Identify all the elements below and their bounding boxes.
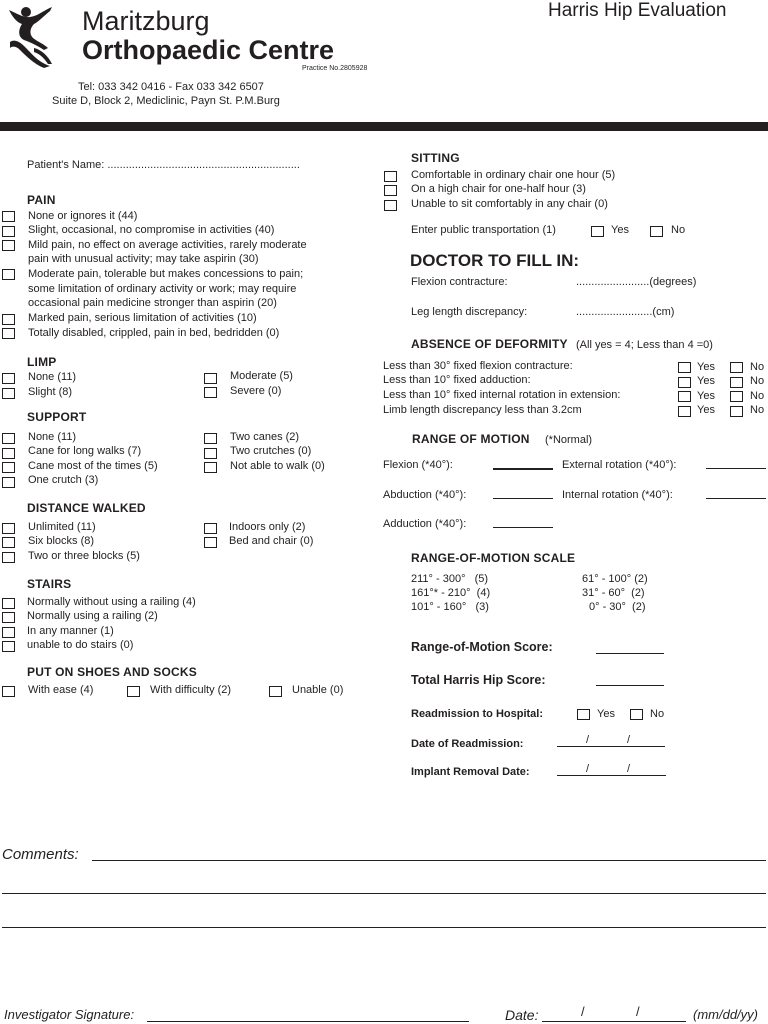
- support-checkbox-not-able[interactable]: [204, 462, 217, 473]
- deformity-row-1: Less than 30° fixed flexion contracture:: [383, 360, 573, 372]
- shoes-checkbox-ease[interactable]: [2, 686, 15, 697]
- pain-checkbox-1[interactable]: [2, 211, 15, 222]
- rom-int-rotation-line[interactable]: [706, 498, 766, 499]
- stairs-option-3: In any manner (1): [27, 625, 114, 637]
- pain-option-1: None or ignores it (44): [28, 210, 138, 222]
- transport-yes-checkbox[interactable]: [591, 226, 604, 237]
- shoes-option-unable: Unable (0): [292, 684, 344, 696]
- distance-option-two-three: Two or three blocks (5): [28, 550, 140, 562]
- readmission-no-checkbox[interactable]: [630, 709, 643, 720]
- transport-no-label: No: [671, 224, 686, 236]
- sitting-heading: SITTING: [411, 151, 460, 165]
- distance-option-unlimited: Unlimited (11): [28, 521, 96, 533]
- distance-checkbox-unlimited[interactable]: [2, 523, 15, 534]
- limp-option-severe: Severe (0): [230, 385, 282, 397]
- support-option-none: None (11): [28, 431, 77, 443]
- rom-heading: RANGE OF MOTION: [412, 432, 530, 446]
- pain-option-3a: Mild pain, no effect on average activities, rarely moderate: [28, 239, 307, 251]
- pain-checkbox-5[interactable]: [2, 314, 15, 325]
- deformity-row-4: Limb length discrepancy less than 3.2cm: [383, 404, 582, 416]
- support-option-cane-most: Cane most of the times (5): [28, 460, 158, 472]
- readmission-date-line[interactable]: [557, 746, 665, 747]
- limp-checkbox-none[interactable]: [2, 373, 15, 384]
- deformity-no-label-1: No: [750, 361, 765, 373]
- shoes-option-ease: With ease (4): [28, 684, 94, 696]
- doctor-heading: DOCTOR TO FILL IN:: [410, 251, 580, 270]
- limp-option-moderate: Moderate (5): [230, 370, 293, 382]
- stairs-checkbox-4[interactable]: [2, 641, 15, 652]
- pain-checkbox-6[interactable]: [2, 328, 15, 339]
- deformity-no-checkbox-3[interactable]: [730, 391, 743, 402]
- logo: [4, 4, 66, 70]
- contact-phone-fax: Tel: 033 342 0416 - Fax 033 342 6507: [78, 81, 264, 93]
- date-slash-1: /: [581, 1004, 585, 1019]
- total-score-label: Total Harris Hip Score:: [411, 673, 546, 687]
- stairs-checkbox-3[interactable]: [2, 627, 15, 638]
- implant-removal-slash-1: /: [586, 763, 590, 775]
- rom-score-label: Range-of-Motion Score:: [411, 640, 553, 654]
- pain-heading: PAIN: [27, 193, 56, 207]
- limp-heading: LIMP: [27, 355, 57, 369]
- support-checkbox-cane-long[interactable]: [2, 448, 15, 459]
- readmission-date-label: Date of Readmission:: [411, 738, 524, 750]
- rom-scale-left-1: 211° - 300° (5): [411, 573, 489, 585]
- readmission-label: Readmission to Hospital:: [411, 708, 544, 720]
- deformity-no-checkbox-1[interactable]: [730, 362, 743, 373]
- readmission-date-slash-1: /: [586, 734, 590, 746]
- distance-option-indoors: Indoors only (2): [229, 521, 306, 533]
- deformity-note: (All yes = 4; Less than 4 =0): [576, 339, 713, 351]
- deformity-yes-checkbox-2[interactable]: [678, 377, 691, 388]
- comments-line-1[interactable]: [92, 860, 766, 861]
- leg-length-label: Leg length discrepancy:: [411, 306, 528, 318]
- deformity-yes-checkbox-4[interactable]: [678, 406, 691, 417]
- support-heading: SUPPORT: [27, 410, 87, 424]
- comments-label: Comments:: [2, 846, 79, 863]
- signature-line[interactable]: [147, 1021, 469, 1022]
- signature-label: Investigator Signature:: [4, 1007, 135, 1022]
- sitting-checkbox-1[interactable]: [384, 171, 397, 182]
- rom-int-rotation-label: Internal rotation (*40°):: [562, 489, 673, 501]
- stairs-heading: STAIRS: [27, 577, 72, 591]
- rom-adduction-line[interactable]: [493, 527, 553, 528]
- shoes-checkbox-unable[interactable]: [269, 686, 282, 697]
- support-checkbox-cane-most[interactable]: [2, 462, 15, 473]
- deformity-yes-label-2: Yes: [697, 375, 715, 387]
- distance-heading: DISTANCE WALKED: [27, 501, 146, 515]
- date-format-hint: (mm/dd/yy): [693, 1007, 758, 1022]
- rom-abduction-line[interactable]: [493, 498, 553, 499]
- pain-option-2: Slight, occasional, no compromise in activities (40): [28, 224, 275, 236]
- rom-flexion-label: Flexion (*40°):: [383, 459, 453, 471]
- distance-checkbox-two-three[interactable]: [2, 552, 15, 563]
- total-score-line[interactable]: [596, 685, 664, 686]
- comments-line-3[interactable]: [2, 927, 766, 928]
- rom-score-line[interactable]: [596, 653, 664, 654]
- transport-no-checkbox[interactable]: [650, 226, 663, 237]
- contact-address: Suite D, Block 2, Mediclinic, Payn St. P.M.Burg: [52, 95, 280, 107]
- date-slash-2: /: [636, 1004, 640, 1019]
- support-checkbox-two-canes[interactable]: [204, 433, 217, 444]
- rom-adduction-label: Adduction (*40°):: [383, 518, 467, 530]
- flexion-contracture-label: Flexion contracture:: [411, 276, 508, 288]
- support-checkbox-one-crutch[interactable]: [2, 477, 15, 488]
- support-checkbox-two-crutches[interactable]: [204, 448, 217, 459]
- pain-option-4b: some limitation of ordinary activity or work; may require: [28, 283, 297, 295]
- readmission-yes-label: Yes: [597, 708, 615, 720]
- org-name-line2: Orthopaedic Centre: [82, 35, 335, 65]
- pain-option-4c: occasional pain medicine stronger than aspirin (20): [28, 297, 277, 309]
- deformity-yes-checkbox-1[interactable]: [678, 362, 691, 373]
- support-option-two-crutches: Two crutches (0): [230, 445, 312, 457]
- sitting-checkbox-2[interactable]: [384, 185, 397, 196]
- deformity-no-label-2: No: [750, 375, 765, 387]
- stairs-option-2: Normally using a railing (2): [27, 610, 158, 622]
- header-divider-bar: [0, 122, 768, 131]
- transport-yes-label: Yes: [611, 224, 629, 236]
- support-option-one-crutch: One crutch (3): [28, 474, 99, 486]
- rom-ext-rotation-label: External rotation (*40°):: [562, 459, 677, 471]
- patient-name-field[interactable]: Patient's Name: ...............................................................: [27, 159, 300, 171]
- support-option-cane-long: Cane for long walks (7): [28, 445, 142, 457]
- pain-checkbox-4[interactable]: [2, 269, 15, 280]
- rom-scale-left-2: 161°* - 210° (4): [411, 587, 491, 599]
- rom-note: (*Normal): [545, 434, 593, 446]
- pain-checkbox-2[interactable]: [2, 226, 15, 237]
- distance-checkbox-bed-chair[interactable]: [204, 537, 217, 548]
- date-line[interactable]: [542, 1021, 686, 1022]
- deformity-heading: ABSENCE OF DEFORMITY: [411, 337, 568, 351]
- sitting-option-2: On a high chair for one-half hour (3): [411, 183, 586, 195]
- deformity-row-2: Less than 10° fixed adduction:: [383, 374, 531, 386]
- rom-flexion-line[interactable]: [493, 468, 553, 470]
- sitting-option-3: Unable to sit comfortably in any chair (0): [411, 198, 608, 210]
- limp-checkbox-moderate[interactable]: [204, 373, 217, 384]
- pain-checkbox-3[interactable]: [2, 240, 15, 251]
- deformity-row-3: Less than 10° fixed internal rotation in extension:: [383, 389, 621, 401]
- logo-figure-icon: [4, 4, 66, 70]
- sitting-option-1: Comfortable in ordinary chair one hour (5): [411, 169, 616, 181]
- deformity-yes-label-4: Yes: [697, 404, 715, 416]
- date-label: Date:: [505, 1007, 539, 1023]
- rom-ext-rotation-line[interactable]: [706, 468, 766, 469]
- rom-scale-right-3: 0° - 30° (2): [589, 601, 646, 613]
- limp-option-none: None (11): [28, 371, 77, 383]
- stairs-checkbox-2[interactable]: [2, 612, 15, 623]
- pain-option-5: Marked pain, serious limitation of activities (10): [28, 312, 257, 324]
- rom-scale-right-1: 61° - 100° (2): [582, 573, 648, 585]
- limp-checkbox-severe[interactable]: [204, 387, 217, 398]
- shoes-checkbox-difficulty[interactable]: [127, 686, 140, 697]
- stairs-checkbox-1[interactable]: [2, 598, 15, 609]
- distance-checkbox-six[interactable]: [2, 537, 15, 548]
- leg-length-value[interactable]: .........................(cm): [576, 306, 675, 318]
- rom-abduction-label: Abduction (*40°):: [383, 489, 467, 501]
- support-checkbox-none[interactable]: [2, 433, 15, 444]
- readmission-date-slash-2: /: [627, 734, 631, 746]
- implant-removal-slash-2: /: [627, 763, 631, 775]
- deformity-no-checkbox-4[interactable]: [730, 406, 743, 417]
- limp-option-slight: Slight (8): [28, 386, 73, 398]
- deformity-yes-checkbox-3[interactable]: [678, 391, 691, 402]
- pain-option-6: Totally disabled, crippled, pain in bed, bedridden (0): [28, 327, 280, 339]
- implant-removal-label: Implant Removal Date:: [411, 766, 530, 778]
- shoes-heading: PUT ON SHOES AND SOCKS: [27, 665, 197, 679]
- shoes-option-difficulty: With difficulty (2): [150, 684, 232, 696]
- limp-checkbox-slight[interactable]: [2, 388, 15, 399]
- comments-line-2[interactable]: [2, 893, 766, 894]
- distance-option-six: Six blocks (8): [28, 535, 95, 547]
- sitting-checkbox-3[interactable]: [384, 200, 397, 211]
- deformity-no-checkbox-2[interactable]: [730, 377, 743, 388]
- distance-checkbox-indoors[interactable]: [204, 523, 217, 534]
- deformity-no-label-4: No: [750, 404, 765, 416]
- rom-scale-heading: RANGE-OF-MOTION SCALE: [411, 551, 576, 565]
- deformity-yes-label-1: Yes: [697, 361, 715, 373]
- org-name-line1: Maritzburg: [82, 6, 210, 36]
- implant-removal-line[interactable]: [557, 775, 666, 776]
- support-option-not-able: Not able to walk (0): [230, 460, 325, 472]
- readmission-yes-checkbox[interactable]: [577, 709, 590, 720]
- stairs-option-4: unable to do stairs (0): [27, 639, 134, 651]
- pain-option-3b: pain with unusual activity; may take aspirin (30): [28, 253, 259, 265]
- transport-label: Enter public transportation (1): [411, 224, 556, 236]
- practice-number: Practice No.2805928: [302, 65, 368, 72]
- flexion-contracture-value[interactable]: ........................(degrees): [576, 276, 697, 288]
- pain-option-4a: Moderate pain, tolerable but makes concessions to pain;: [28, 268, 304, 280]
- distance-option-bed-chair: Bed and chair (0): [229, 535, 314, 547]
- document-title: Harris Hip Evaluation: [548, 0, 727, 21]
- rom-scale-left-3: 101° - 160° (3): [411, 601, 489, 613]
- rom-scale-right-2: 31° - 60° (2): [582, 587, 645, 599]
- deformity-no-label-3: No: [750, 390, 765, 402]
- support-option-two-canes: Two canes (2): [230, 431, 300, 443]
- deformity-yes-label-3: Yes: [697, 390, 715, 402]
- stairs-option-1: Normally without using a railing (4): [27, 596, 196, 608]
- readmission-no-label: No: [650, 708, 665, 720]
